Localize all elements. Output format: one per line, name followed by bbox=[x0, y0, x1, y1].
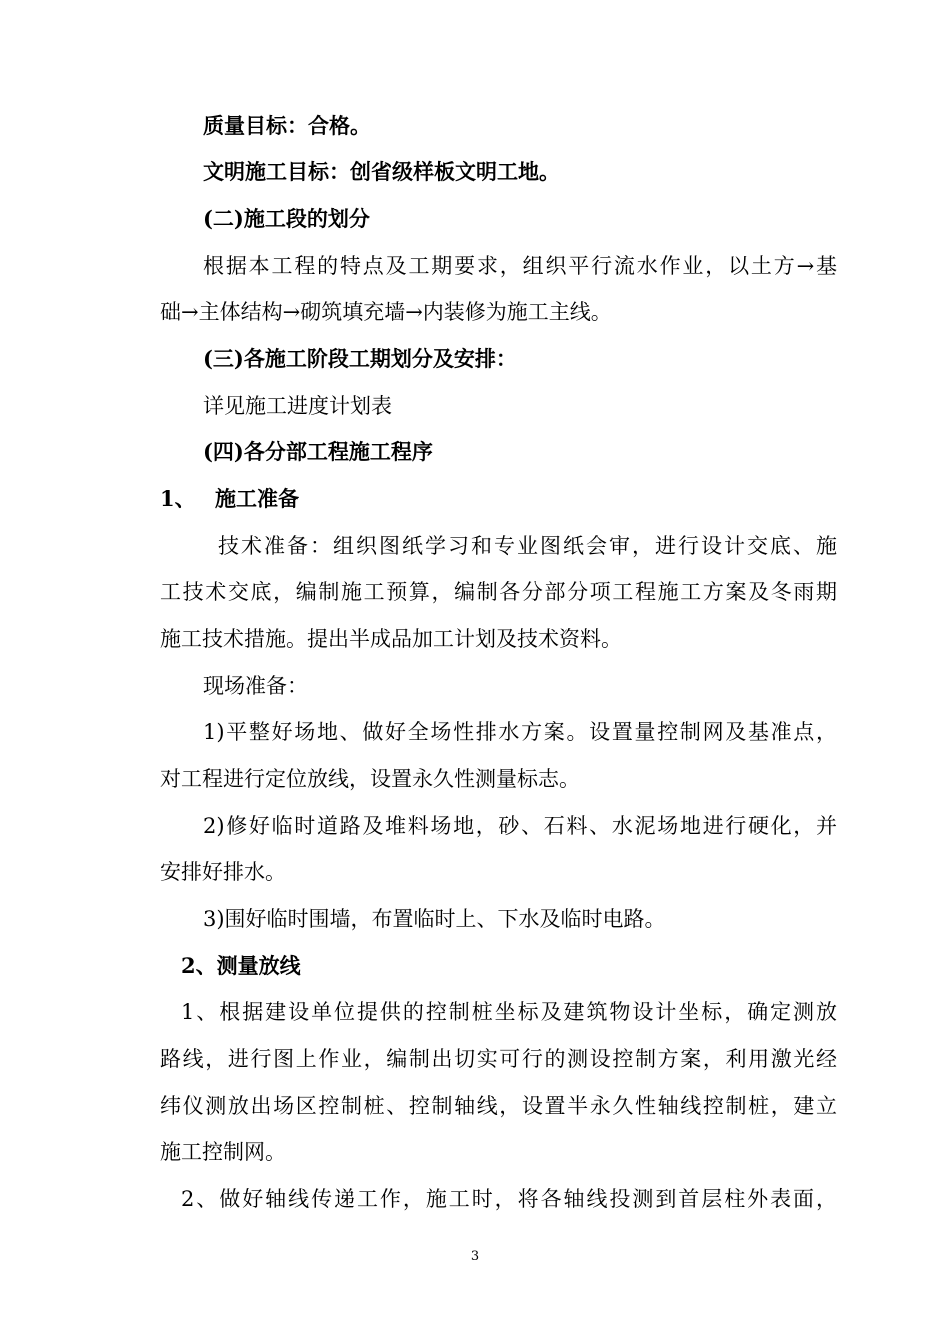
item-number-1: 1、 bbox=[160, 486, 196, 511]
paragraph-line: 对工程进行定位放线，设置永久性测量标志。 bbox=[160, 767, 580, 791]
paragraph-line: 施工控制网。 bbox=[160, 1140, 286, 1164]
paragraph-line: 1、根据建设单位提供的控制桩坐标及建筑物设计坐标，确定测放 bbox=[181, 1000, 837, 1024]
item-heading-survey: 2、测量放线 bbox=[181, 953, 301, 978]
paragraph-line: 现场准备： bbox=[203, 674, 308, 698]
page-number: 3 bbox=[470, 1249, 480, 1264]
paragraph-line: 根据本工程的特点及工期要求，组织平行流水作业，以土方→基 bbox=[203, 254, 837, 278]
paragraph-line: 础→主体结构→砌筑填充墙→内装修为施工主线。 bbox=[160, 300, 612, 324]
paragraph-line: 3)围好临时围墙，布置临时上、下水及临时电路。 bbox=[203, 907, 666, 931]
section-heading-3: (三)各施工阶段工期划分及安排： bbox=[203, 346, 517, 371]
paragraph-line: 安排好排水。 bbox=[160, 860, 286, 884]
section-heading-2: (二)施工段的划分 bbox=[203, 206, 370, 231]
civilized-construction-goal: 文明施工目标：创省级样板文明工地。 bbox=[203, 159, 560, 184]
paragraph-line: 工技术交底，编制施工预算，编制各分部分项工程施工方案及冬雨期 bbox=[160, 580, 837, 604]
paragraph-line: 施工技术措施。提出半成品加工计划及技术资料。 bbox=[160, 627, 622, 651]
paragraph-line: 2)修好临时道路及堆料场地，砂、石料、水泥场地进行硬化，并 bbox=[203, 814, 837, 838]
paragraph-line: 1)平整好场地、做好全场性排水方案。设置量控制网及基准点， bbox=[203, 720, 837, 744]
paragraph-line: 详见施工进度计划表 bbox=[203, 394, 392, 418]
paragraph-line: 纬仪测放出场区控制桩、控制轴线，设置半永久性轴线控制桩，建立 bbox=[160, 1094, 837, 1118]
quality-goal: 质量目标：合格。 bbox=[203, 113, 371, 138]
paragraph-line: 技术准备：组织图纸学习和专业图纸会审，进行设计交底、施 bbox=[218, 534, 837, 558]
paragraph-line: 2、做好轴线传递工作，施工时，将各轴线投测到首层柱外表面， bbox=[181, 1187, 837, 1211]
section-heading-4: (四)各分部工程施工程序 bbox=[203, 439, 433, 464]
paragraph-line: 路线，进行图上作业，编制出切实可行的测设控制方案，利用激光经 bbox=[160, 1047, 837, 1071]
item-heading-construction-prep: 施工准备 bbox=[215, 486, 299, 511]
